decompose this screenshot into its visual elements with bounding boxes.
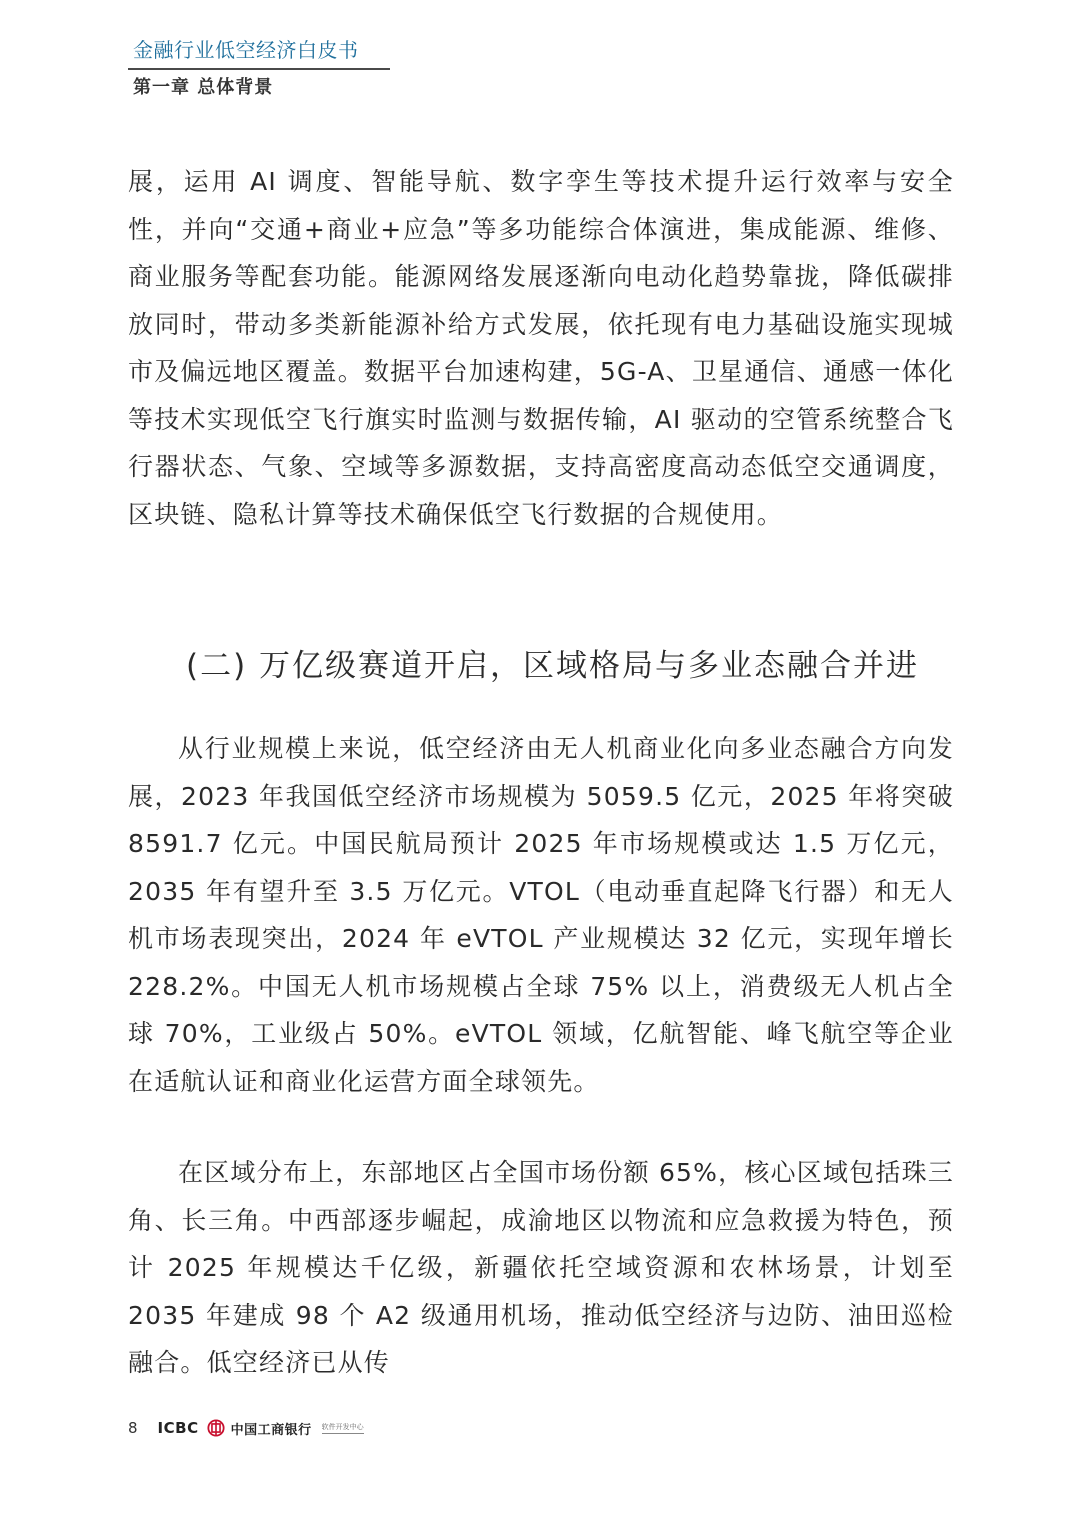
page-footer [128, 1413, 364, 1443]
icbc-wordmark: ICBC [157, 1419, 199, 1437]
section-heading: (二) 万亿级赛道开启，区域格局与多业态融合并进 [186, 648, 920, 684]
page-number: 8 [128, 1419, 138, 1437]
paragraph-continuation: 展，运用 AI 调度、智能导航、数字孪生等技术提升运行效率与安全性，并向“交通+商业+应急”等多功能综合体演进，集成能源、维修、商业服务等配套功能。能源网络发展逐渐向电动化趋势靠拢，降低碳排放同时，带动多类新能源补给方式发展，依托现有电力基础设施实现城市及偏远地区覆盖。数据平台加速构建，5G-A、卫星通信、通感一体化等技术实现低空飞行旗实时监测与数据传输，AI 驱动的空管系统整合飞行器状态、气象、空域等多源数据，支持高密度高动态低空交通调度，区块链、隐私计算等技术确保低空飞行数据的合规使用。 [128, 167, 954, 529]
paragraph-industry-scale: 从行业规模上来说，低空经济由无人机商业化向多业态融合方向发展，2023 年我国低空经济市场规模为 5059.5 亿元，2025 年将突破 8591.7 亿元。中国民航局预计 2025 年市场规模或达 1.5 万亿元，2035 年有望升至 3.5 万亿元。VTOL（电动垂直起降飞行器）和无人机市场表现突出，2024 年 eVTOL 产业规模达 32 亿元，实现年增长 228.2%。中国无人机市场规模占全球 75% 以上，消费级无人机占全球 70%，工业级占 50%。eVTOL 领域，亿航智能、峰飞航空等企业在适航认证和商业化运营方面全球领先。 [128, 734, 954, 1096]
document-title: 金融行业低空经济白皮书 [133, 38, 359, 62]
chapter-title: 第一章 总体背景 [133, 77, 274, 98]
header-divider [128, 68, 390, 70]
icbc-logo-icon [207, 1419, 225, 1437]
paragraph-regional-distribution: 在区域分布上，东部地区占全国市场份额 65%，核心区域包括珠三角、长三角。中西部逐步崛起，成渝地区以物流和应急救援为特色，预计 2025 年规模达千亿级，新疆依托空域资源和农林场景，计划至 2035 年建成 98 个 A2 级通用机场，推动低空经济与边防、油田巡检融合。低空经济已从传 [128, 1158, 954, 1377]
bank-department: 软件开发中心 [322, 1422, 364, 1434]
bank-name: 中国工商银行 [230, 1422, 312, 1438]
